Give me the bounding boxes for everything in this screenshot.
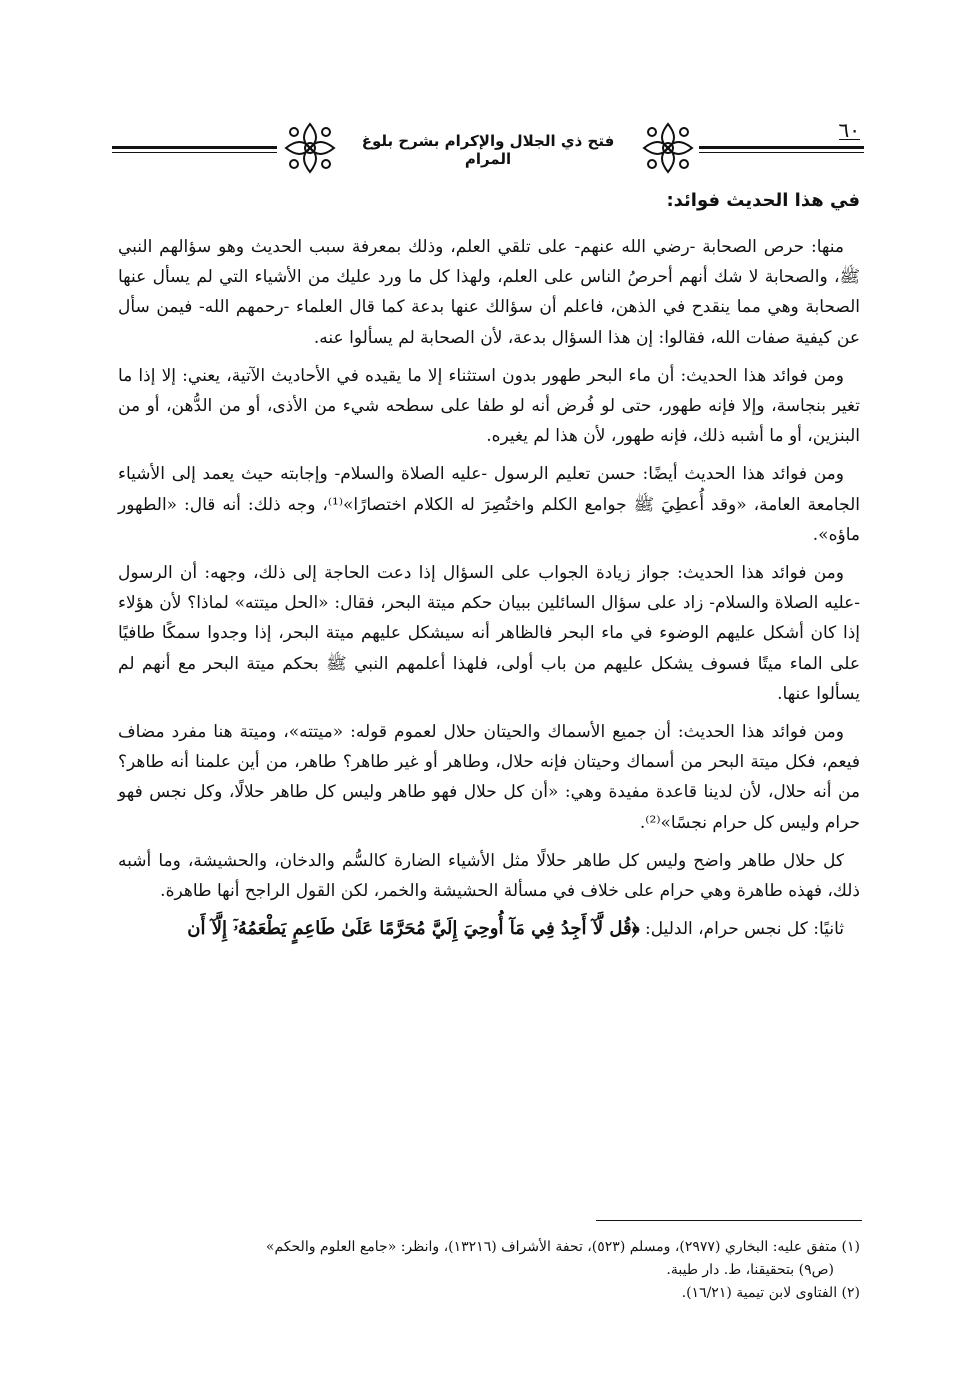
page-header — [112, 108, 864, 178]
paragraph: ومن فوائد هذا الحديث: جواز زيادة الجواب على السؤال إذا دعت الحاجة إلى ذلك، وجهه: أن الرسول -عليه الصلاة والسلام- زاد على سؤال السائلين ببيان حكم ميتة البحر، فقال: «الحل ميتته» لماذا؟ لأن هؤلاء إذا كان أشكل عليهم الوضوء في ماء البحر فالظاهر أنه سيشكل عليهم ميتة البحر، إذا وجدوا سمكًا طافيًا على الماء ميتًا فسوف يشكل عليهم من باب أولى، فلهذا أعلمهم النبي ﷺ بحكم ميتة البحر مع أنهم لم يسألوا عنها. — [118, 563, 860, 704]
footnotes — [118, 1236, 860, 1305]
paragraph: ومن فوائد هذا الحديث أيضًا: حسن تعليم الرسول -عليه الصلاة والسلام- وإجابته حيث يعمد إلى الأشياء الجامعة العامة، «وقد أُعطِيَ ﷺ جوامع الكلم واختُصِرَ له الكلام اختصارًا»⁽¹⁾، وجه ذلك: أنه قال: «الطهور ماؤه». — [118, 464, 860, 545]
quran-evidence-line — [118, 914, 860, 944]
footnote: (١) متفق عليه: البخاري (٢٩٧٧)، ومسلم (٥٢٣)، تحفة الأشراف (١٣٢١٦)، وانظر: «جامع العلوم والحكم» — [265, 1239, 860, 1255]
page-number: ٦٠ — [838, 118, 860, 142]
evidence-prefix: ثانيًا: كل نجس حرام، الدليل: — [644, 919, 844, 940]
running-title: فتح ذي الجلال والإكرام بشرح بلوغ المرام — [361, 132, 615, 168]
paragraph: ومن فوائد هذا الحديث: أن ماء البحر طهور بدون استثناء إلا ما يقيده في الأحاديث الآتية، يعني: إلا إذا ما تغير بنجاسة، وإلا فإنه طهور، حتى لو فُرض أنه لو طفا على سطحه شيء من الأذى، أو من الدُّهن، أو من البنزين، أو ما أشبه ذلك، فإنه طهور، لأن هذا لم يغيره. — [118, 365, 860, 447]
body-text — [118, 232, 860, 952]
floral-ornament-icon — [640, 120, 696, 176]
footnote: (٢) الفتاوى لابن تيمية (١٦/٢١). — [681, 1285, 860, 1301]
paragraph: منها: حرص الصحابة -رضي الله عنهم- على تلقي العلم، وذلك بمعرفة سبب الحديث وهو سؤالهم النبي ﷺ، والصحابة لا شك أنهم أحرصُ الناس على العلم، ولهذا كل ما ورد عليك من الأشياء التي لم يسأل عنها الصحابة وهي مما ينقدح في الذهن، فاعلم أن سؤالك عنها بدعة كما قال العلماء -رحمهم الله- فيمن سأل عن كيفية صفات الله، فقالوا: إن هذا السؤال بدعة، لأن الصحابة لم يسألوا عنه. — [118, 237, 860, 348]
footnote-divider — [596, 1220, 862, 1221]
header-rule-right — [699, 146, 864, 153]
paragraph: ومن فوائد هذا الحديث: أن جميع الأسماك والحيتان حلال لعموم قوله: «ميتته»، وميتة هنا مفرد مضاف فيعم، فكل ميتة البحر من أسماك وحيتان فإنه حلال، وطاهر أو غير طاهر؟ طاهر، من أين علمنا أنه طاهر؟ من أنه حلال، لأن لدينا قاعدة مفيدة وهي: «أن كل حلال فهو طاهر وليس كل طاهر حلالًا، وكل نجس فهو حرام وليس كل حرام نجسًا»⁽²⁾. — [118, 722, 860, 833]
paragraph: كل حلال طاهر واضح وليس كل طاهر حلالًا مثل الأشياء الضارة كالسُّم والدخان، والحشيشة، وما أشبه ذلك، فهذه طاهرة وهي حرام على خلاف في مسألة الحشيشة والخمر، لكن القول الراجح أنها طاهرة. — [118, 850, 860, 902]
quran-verse: ﴿قُل لَّآ أَجِدُ فِي مَآ أُوحِيَ إِلَيَّ مُحَرَّمًا عَلَىٰ طَاعِمٍ يَطْعَمُهُۥٓ إِلَّآ أَن — [187, 918, 640, 940]
floral-ornament-icon — [282, 120, 338, 176]
header-rule-left — [112, 146, 277, 153]
footnote-continuation: (ص٩) بتحقيقنا، ط. دار طيبة. — [666, 1262, 834, 1278]
section-heading: في هذا الحديث فوائد: — [666, 190, 860, 211]
